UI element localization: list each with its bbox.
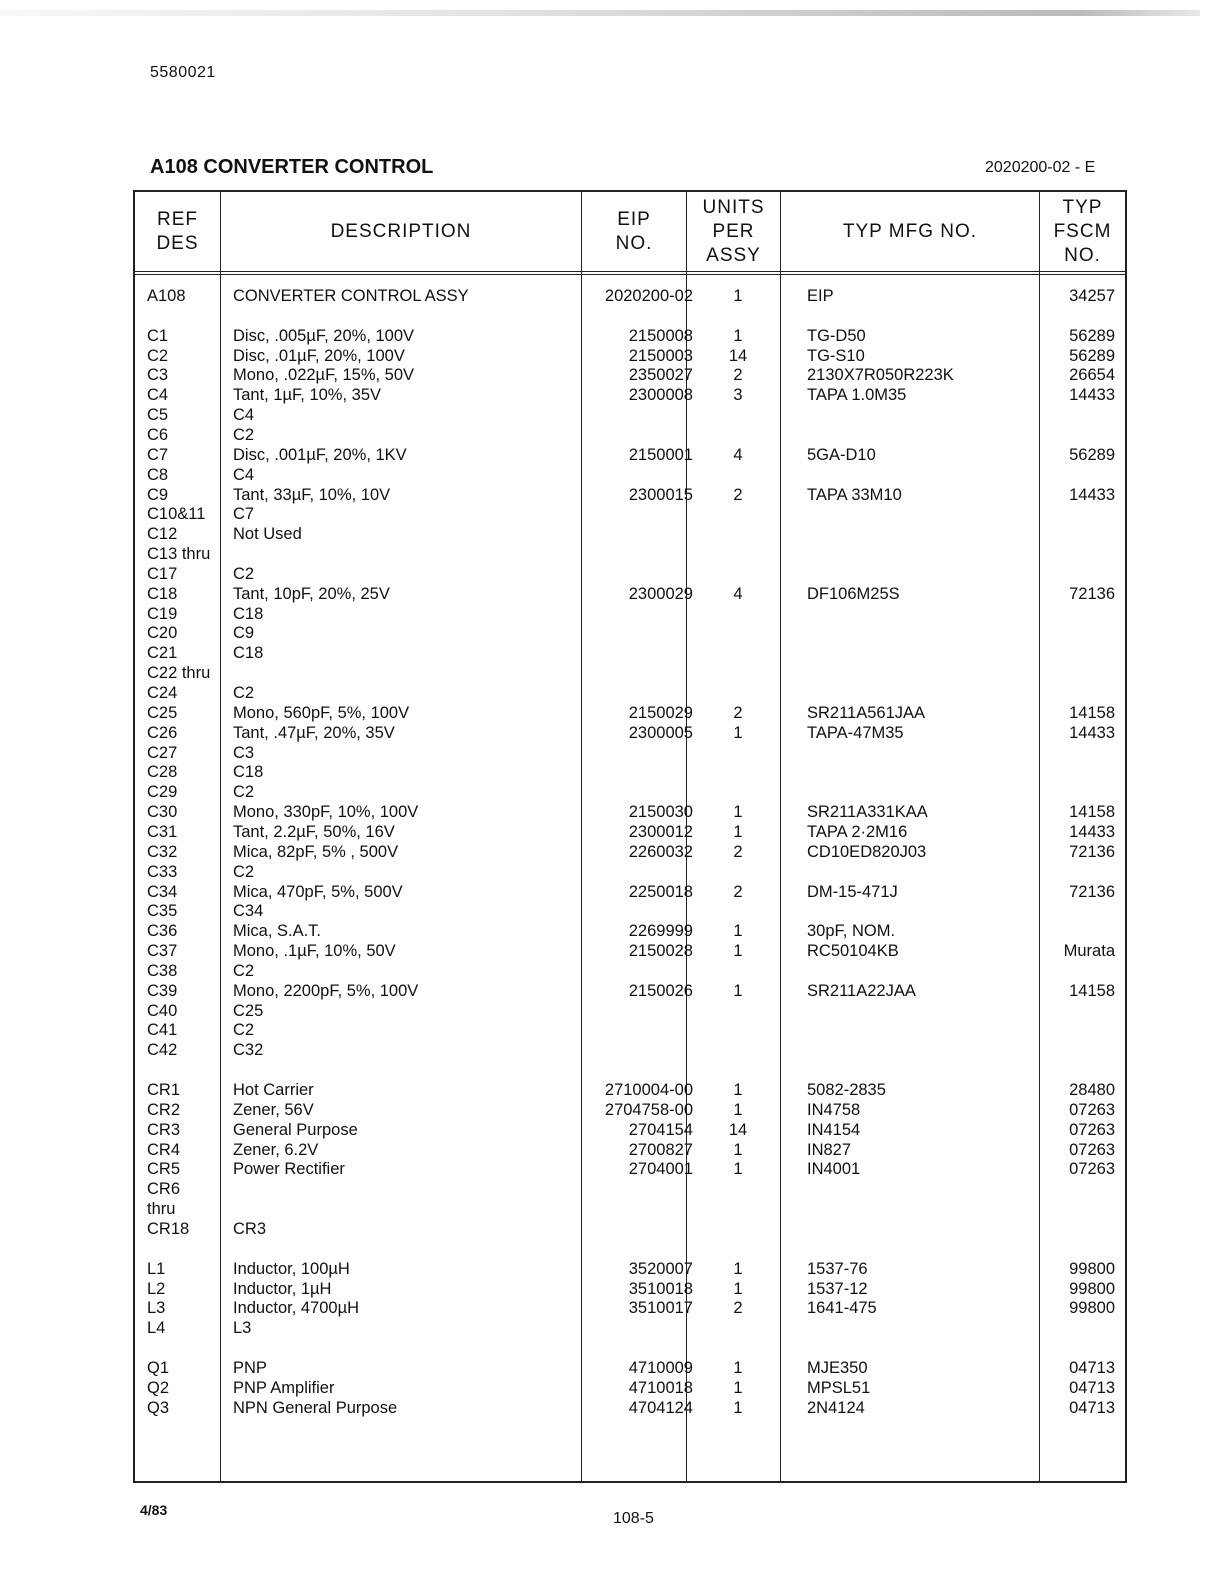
ref-des-cell: C1: [147, 326, 169, 345]
table-row: [133, 782, 1127, 802]
description-cell: Tant, 33µF, 10%, 10V: [233, 485, 391, 504]
fscm-cell: 28480: [1069, 1081, 1115, 1099]
description-cell: C25: [233, 1001, 264, 1020]
ref-des-cell: C25: [147, 703, 178, 722]
description-cell: General Purpose: [233, 1120, 358, 1139]
eip-no-cell: 2350027: [628, 366, 693, 385]
mfg-no-cell: MJE350: [807, 1358, 868, 1377]
table-row: [133, 663, 1127, 683]
fscm-cell: 07263: [1069, 1140, 1115, 1159]
eip-no-cell: 2150008: [628, 326, 693, 345]
document-number: 5580021: [150, 64, 216, 81]
header-rule: [133, 271, 1127, 272]
fscm-cell: 14433: [1069, 723, 1115, 742]
mfg-no-cell: CD10ED820J03: [807, 842, 927, 861]
units-cell: 1: [733, 1140, 743, 1159]
ref-des-cell: C2: [147, 346, 169, 365]
description-cell: C4: [233, 406, 255, 425]
table-row: [133, 1259, 1127, 1279]
fscm-cell: 26654: [1069, 366, 1115, 385]
description-cell: Mica, 82pF, 5% , 500V: [233, 842, 399, 861]
table-row: [133, 286, 1127, 306]
units-cell: 1: [733, 1279, 743, 1298]
units-cell: 1: [733, 1398, 743, 1417]
mfg-no-cell: TAPA 1.0M35: [807, 386, 907, 405]
description-cell: C4: [233, 465, 255, 484]
table-row: [133, 643, 1127, 663]
ref-des-cell: CR4: [147, 1140, 181, 1159]
ref-des-cell: C42: [147, 1041, 178, 1060]
eip-no-cell: 3510018: [628, 1279, 693, 1298]
fscm-cell: 72136: [1069, 882, 1115, 901]
mfg-no-cell: 2N4124: [807, 1398, 865, 1417]
fscm-cell: Murata: [1063, 942, 1115, 961]
fscm-cell: 99800: [1069, 1279, 1115, 1298]
fscm-cell: 99800: [1069, 1259, 1115, 1278]
ref-des-cell: C22 thru: [147, 664, 211, 683]
table-row: [133, 405, 1127, 425]
eip-no-cell: 4710009: [628, 1358, 693, 1377]
header-eip-no: EIP NO.: [615, 209, 653, 254]
mfg-no-cell: 5GA-D10: [807, 445, 876, 464]
eip-no-cell: 4710018: [628, 1378, 693, 1397]
footer-date: 4/83: [140, 1502, 168, 1518]
fscm-cell: 34257: [1069, 287, 1115, 305]
description-cell: Disc, .01µF, 20%, 100V: [233, 346, 405, 365]
mfg-no-cell: SR211A22JAA: [807, 981, 916, 1000]
eip-no-cell: 2704154: [628, 1120, 693, 1139]
table-row: [133, 822, 1127, 842]
units-cell: 4: [733, 584, 743, 603]
eip-no-cell: 2300015: [628, 485, 693, 504]
table-row: [133, 921, 1127, 941]
ref-des-cell: C34: [147, 882, 178, 901]
page-number: 108-5: [613, 1510, 654, 1527]
description-cell: NPN General Purpose: [233, 1398, 398, 1417]
description-cell: Inductor, 1µH: [233, 1279, 332, 1298]
table-row: [133, 504, 1127, 524]
table-row: [133, 485, 1127, 505]
table-row: [133, 623, 1127, 643]
ref-des-cell: C33: [147, 862, 178, 881]
fscm-cell: 14433: [1069, 822, 1115, 841]
mfg-no-cell: 1537-12: [807, 1279, 868, 1298]
ref-des-cell: CR1: [147, 1081, 181, 1099]
table-row: [133, 326, 1127, 346]
table-row: [133, 1398, 1127, 1418]
table-row: [133, 1179, 1127, 1199]
units-cell: 1: [733, 981, 743, 1000]
ref-des-cell: C13 thru: [147, 545, 211, 564]
description-cell: C9: [233, 624, 255, 643]
units-cell: 1: [733, 723, 743, 742]
ref-des-cell: C17: [147, 564, 178, 583]
ref-des-cell: C37: [147, 942, 178, 961]
description-cell: Mono, 330pF, 10%, 100V: [233, 803, 419, 822]
mfg-no-cell: TAPA-47M35: [807, 723, 904, 742]
mfg-no-cell: TAPA 33M10: [807, 485, 902, 504]
ref-des-cell: CR3: [147, 1120, 181, 1139]
units-cell: 2: [733, 1299, 743, 1318]
ref-des-cell: C10&11: [147, 505, 206, 524]
fscm-cell: 07263: [1069, 1160, 1115, 1179]
units-cell: 2: [733, 703, 743, 722]
description-cell: L3: [233, 1319, 252, 1338]
description-cell: Mica, S.A.T.: [233, 922, 322, 941]
mfg-no-cell: TAPA 2·2M16: [807, 822, 908, 841]
ref-des-cell: C39: [147, 981, 178, 1000]
eip-no-cell: 2710004-00: [604, 1081, 693, 1099]
eip-no-cell: 2700827: [628, 1140, 693, 1159]
header-rule: [133, 274, 1127, 275]
mfg-no-cell: 1641-475: [807, 1299, 877, 1318]
description-cell: C2: [233, 425, 255, 444]
scan-artifact-line: [0, 10, 1200, 16]
table-row: [133, 306, 1127, 326]
description-cell: PNP: [233, 1358, 267, 1377]
ref-des-cell: C35: [147, 902, 178, 921]
units-cell: 14: [728, 1120, 748, 1139]
mfg-no-cell: IN4001: [807, 1160, 861, 1179]
description-cell: C34: [233, 902, 264, 921]
table-row: [133, 385, 1127, 405]
fscm-cell: 04713: [1069, 1378, 1115, 1397]
units-cell: 2: [733, 842, 743, 861]
mfg-no-cell: IN4154: [807, 1120, 861, 1139]
ref-des-cell: C5: [147, 406, 169, 425]
ref-des-cell: C38: [147, 961, 178, 980]
eip-no-cell: 2150001: [628, 445, 693, 464]
mfg-no-cell: 2130X7R050R223K: [807, 366, 954, 385]
table-row: [133, 1020, 1127, 1040]
eip-no-cell: 2260032: [628, 842, 693, 861]
mfg-no-cell: 5082-2835: [807, 1081, 886, 1099]
table-row: [133, 1080, 1127, 1100]
mfg-no-cell: SR211A331KAA: [807, 803, 928, 822]
mfg-no-cell: 1537-76: [807, 1259, 868, 1278]
description-cell: Inductor, 100µH: [233, 1259, 350, 1278]
table-row: [133, 901, 1127, 921]
table-row: [133, 465, 1127, 485]
fscm-cell: 56289: [1069, 346, 1115, 365]
eip-no-cell: 2704001: [628, 1160, 693, 1179]
description-cell: C7: [233, 505, 255, 524]
fscm-cell: 56289: [1069, 445, 1115, 464]
header-units-per-assy: UNITS PER ASSY: [702, 197, 765, 266]
units-cell: 1: [733, 326, 743, 345]
description-cell: C18: [233, 644, 264, 663]
table-row: [133, 365, 1127, 385]
table-row: [133, 1060, 1127, 1080]
description-cell: C2: [233, 961, 255, 980]
description-cell: CR3: [233, 1219, 267, 1238]
eip-no-cell: 2269999: [628, 922, 693, 941]
units-cell: 3: [733, 386, 743, 405]
table-row: [133, 1100, 1127, 1120]
description-cell: Zener, 56V: [233, 1100, 314, 1119]
fscm-cell: 04713: [1069, 1358, 1115, 1377]
ref-des-cell: Q1: [147, 1358, 170, 1377]
ref-des-cell: C4: [147, 386, 169, 405]
ref-des-cell: Q3: [147, 1398, 170, 1417]
table-row: [133, 961, 1127, 981]
fscm-cell: 07263: [1069, 1100, 1115, 1119]
table-row: [133, 1279, 1127, 1299]
ref-des-cell: C24: [147, 684, 178, 702]
description-cell: Tant, 2.2µF, 50%, 16V: [233, 822, 395, 841]
fscm-cell: 99800: [1069, 1299, 1115, 1318]
table-row: [133, 862, 1127, 882]
mfg-no-cell: RC50104KB: [807, 942, 899, 961]
eip-no-cell: 3510017: [628, 1299, 693, 1318]
units-cell: 1: [733, 1378, 743, 1397]
description-cell: C18: [233, 763, 264, 782]
ref-des-cell: CR18: [147, 1219, 190, 1238]
eip-no-cell: 2300012: [628, 822, 693, 841]
ref-des-cell: C20: [147, 624, 178, 643]
mfg-no-cell: EIP: [807, 287, 834, 305]
description-cell: PNP Amplifier: [233, 1378, 335, 1397]
fscm-cell: 14158: [1069, 703, 1115, 722]
eip-no-cell: 2150029: [628, 703, 693, 722]
ref-des-cell: CR6: [147, 1180, 181, 1199]
description-cell: C32: [233, 1041, 264, 1060]
description-cell: Mono, .1µF, 10%, 50V: [233, 942, 396, 961]
eip-no-cell: 2704758-00: [604, 1100, 693, 1119]
ref-des-cell: CR2: [147, 1100, 181, 1119]
description-cell: C2: [233, 862, 255, 881]
eip-no-cell: 2150003: [628, 346, 693, 365]
description-cell: Mono, 560pF, 5%, 100V: [233, 703, 410, 722]
ref-des-cell: L2: [147, 1279, 166, 1298]
table-row: [133, 1298, 1127, 1318]
eip-no-cell: 2150026: [628, 981, 693, 1000]
ref-des-cell: C30: [147, 803, 178, 822]
table-row: [133, 346, 1127, 366]
description-cell: Disc, .001µF, 20%, 1KV: [233, 445, 407, 464]
table-row: [133, 1378, 1127, 1398]
eip-no-cell: 2150030: [628, 803, 693, 822]
header-ref-des: REF DES: [156, 209, 199, 254]
description-cell: C2: [233, 1021, 255, 1040]
table-row: [133, 723, 1127, 743]
description-cell: Hot Carrier: [233, 1081, 314, 1099]
table-row: [133, 683, 1127, 703]
table-row: [133, 743, 1127, 763]
fscm-cell: 72136: [1069, 842, 1115, 861]
table-row: [133, 1120, 1127, 1140]
mfg-no-cell: IN827: [807, 1140, 852, 1159]
fscm-cell: 14158: [1069, 981, 1115, 1000]
units-cell: 4: [733, 445, 743, 464]
mfg-no-cell: SR211A561JAA: [807, 703, 926, 722]
description-cell: C2: [233, 684, 255, 702]
units-cell: 1: [733, 1259, 743, 1278]
table-row: [133, 564, 1127, 584]
fscm-cell: 14158: [1069, 803, 1115, 822]
ref-des-cell: thru: [147, 1200, 176, 1219]
description-cell: Tant, 1µF, 10%, 35V: [233, 386, 382, 405]
ref-des-cell: C12: [147, 525, 178, 544]
ref-des-cell: C9: [147, 485, 169, 504]
ref-des-cell: C36: [147, 922, 178, 941]
units-cell: 2: [733, 366, 743, 385]
mfg-no-cell: 30pF, NOM.: [807, 922, 896, 941]
description-cell: Inductor, 4700µH: [233, 1299, 360, 1318]
table-row: [133, 1338, 1127, 1358]
eip-no-cell: 3520007: [628, 1259, 693, 1278]
description-cell: Disc, .005µF, 20%, 100V: [233, 326, 415, 345]
ref-des-cell: C21: [147, 644, 178, 663]
ref-des-cell: A108: [147, 287, 186, 305]
table-row: [133, 941, 1127, 961]
mfg-no-cell: IN4758: [807, 1100, 861, 1119]
description-cell: Mono, .022µF, 15%, 50V: [233, 366, 415, 385]
table-row: [133, 762, 1127, 782]
fscm-cell: 04713: [1069, 1398, 1115, 1417]
ref-des-cell: C27: [147, 743, 178, 762]
description-cell: C2: [233, 783, 255, 802]
units-cell: 1: [733, 1160, 743, 1179]
ref-des-cell: Q2: [147, 1378, 170, 1397]
eip-no-cell: 4704124: [628, 1398, 693, 1417]
ref-des-cell: C7: [147, 445, 169, 464]
table-row: [133, 703, 1127, 723]
units-cell: 1: [733, 922, 743, 941]
ref-des-cell: C29: [147, 783, 178, 802]
eip-no-cell: 2020200-02: [604, 287, 693, 305]
description-cell: Tant, .47µF, 20%, 35V: [233, 723, 395, 742]
units-cell: 1: [733, 822, 743, 841]
table-row: [133, 1140, 1127, 1160]
units-cell: 1: [733, 803, 743, 822]
ref-des-cell: C40: [147, 1001, 178, 1020]
ref-des-cell: C26: [147, 723, 178, 742]
ref-des-cell: L4: [147, 1319, 166, 1338]
mfg-no-cell: DM-15-471J: [807, 882, 898, 901]
description-cell: CONVERTER CONTROL ASSY: [233, 287, 469, 305]
description-cell: Power Rectifier: [233, 1160, 345, 1179]
eip-no-cell: 2250018: [628, 882, 693, 901]
table-row: [133, 584, 1127, 604]
table-row: [133, 1219, 1127, 1239]
ref-des-cell: C6: [147, 425, 169, 444]
fscm-cell: 14433: [1069, 386, 1115, 405]
units-cell: 2: [733, 882, 743, 901]
revision-code: 2020200-02 - E: [985, 159, 1096, 176]
fscm-cell: 72136: [1069, 584, 1115, 603]
fscm-cell: 14433: [1069, 485, 1115, 504]
units-cell: 1: [733, 1100, 743, 1119]
table-row: [133, 981, 1127, 1001]
ref-des-cell: C28: [147, 763, 178, 782]
table-row: [133, 1001, 1127, 1021]
eip-no-cell: 2300005: [628, 723, 693, 742]
units-cell: 1: [733, 1081, 743, 1099]
table-row: [133, 802, 1127, 822]
ref-des-cell: C3: [147, 366, 169, 385]
table-row: [133, 425, 1127, 445]
description-cell: C2: [233, 564, 255, 583]
ref-des-cell: C41: [147, 1021, 178, 1040]
table-row: [133, 1159, 1127, 1179]
table-row: [133, 544, 1127, 564]
table-row: [133, 1239, 1127, 1259]
header-fscm-no: TYP FSCM NO.: [1053, 197, 1112, 266]
ref-des-cell: C18: [147, 584, 178, 603]
ref-des-cell: C8: [147, 465, 169, 484]
mfg-no-cell: TG-S10: [807, 346, 865, 365]
description-cell: C18: [233, 604, 264, 623]
table-row: [133, 1358, 1127, 1378]
table-row: [133, 1318, 1127, 1338]
fscm-cell: 56289: [1069, 326, 1115, 345]
ref-des-cell: L1: [147, 1259, 166, 1278]
header-mfg-no: TYP MFG NO.: [842, 221, 978, 242]
eip-no-cell: 2300008: [628, 386, 693, 405]
description-cell: Mica, 470pF, 5%, 500V: [233, 882, 403, 901]
fscm-cell: 07263: [1069, 1120, 1115, 1139]
eip-no-cell: 2150028: [628, 942, 693, 961]
table-row: [133, 882, 1127, 902]
ref-des-cell: C19: [147, 604, 178, 623]
table-row: [133, 842, 1127, 862]
table-row: [133, 445, 1127, 465]
description-cell: Not Used: [233, 525, 302, 544]
table-row: [133, 1199, 1127, 1219]
table-row: [133, 604, 1127, 624]
table-row: [133, 524, 1127, 544]
mfg-no-cell: MPSL51: [807, 1378, 871, 1397]
page-title: A108 CONVERTER CONTROL: [150, 156, 434, 178]
description-cell: Tant, 10pF, 20%, 25V: [233, 584, 390, 603]
header-description: DESCRIPTION: [330, 221, 472, 242]
mfg-no-cell: TG-D50: [807, 326, 866, 345]
units-cell: 1: [733, 1358, 743, 1377]
units-cell: 1: [733, 942, 743, 961]
description-cell: Zener, 6.2V: [233, 1140, 319, 1159]
description-cell: Mono, 2200pF, 5%, 100V: [233, 981, 419, 1000]
ref-des-cell: CR5: [147, 1160, 181, 1179]
units-cell: 14: [728, 346, 748, 365]
units-cell: 1: [733, 287, 743, 305]
ref-des-cell: C31: [147, 822, 178, 841]
mfg-no-cell: DF106M25S: [807, 584, 900, 603]
ref-des-cell: C32: [147, 842, 178, 861]
ref-des-cell: L3: [147, 1299, 166, 1318]
description-cell: C3: [233, 743, 255, 762]
table-row: [133, 1040, 1127, 1060]
units-cell: 2: [733, 485, 743, 504]
eip-no-cell: 2300029: [628, 584, 693, 603]
